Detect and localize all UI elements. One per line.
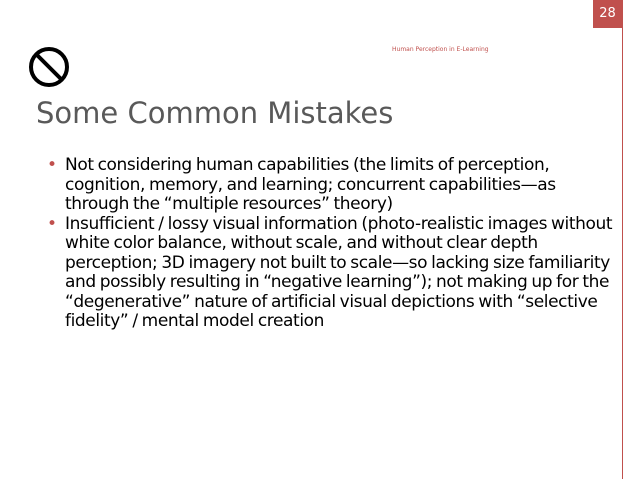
bullet-marker-icon: •: [47, 213, 57, 234]
header-text: Human Perception in E-Learning: [392, 46, 489, 53]
slide-title: Some Common Mistakes: [36, 96, 394, 130]
bullet-list: [45, 156, 615, 332]
bullet-marker-icon: •: [47, 155, 57, 175]
bullet-item: [45, 215, 615, 332]
bullet-item: [45, 156, 615, 215]
no-symbol-icon: [27, 45, 71, 89]
bullet-text: Insufficient / lossy visual information (photo-realistic images without white color balance, without scale, and without clear depth perception; 3D imagery not built to scale—so lacking size familiarity and possibly resulting in “negative learning”); not making up for the “degenerative” nature of artificial visual depictions with “selective fidelity” / mental model creation: [65, 213, 613, 331]
accent-divider-line: [622, 0, 623, 479]
bullet-text: Not considering human capabilities (the limits of perception, cognition, memory, and learning; concurrent capabilities—as through the “multiple resources” theory): [65, 155, 556, 214]
page-number: 28: [593, 0, 622, 28]
